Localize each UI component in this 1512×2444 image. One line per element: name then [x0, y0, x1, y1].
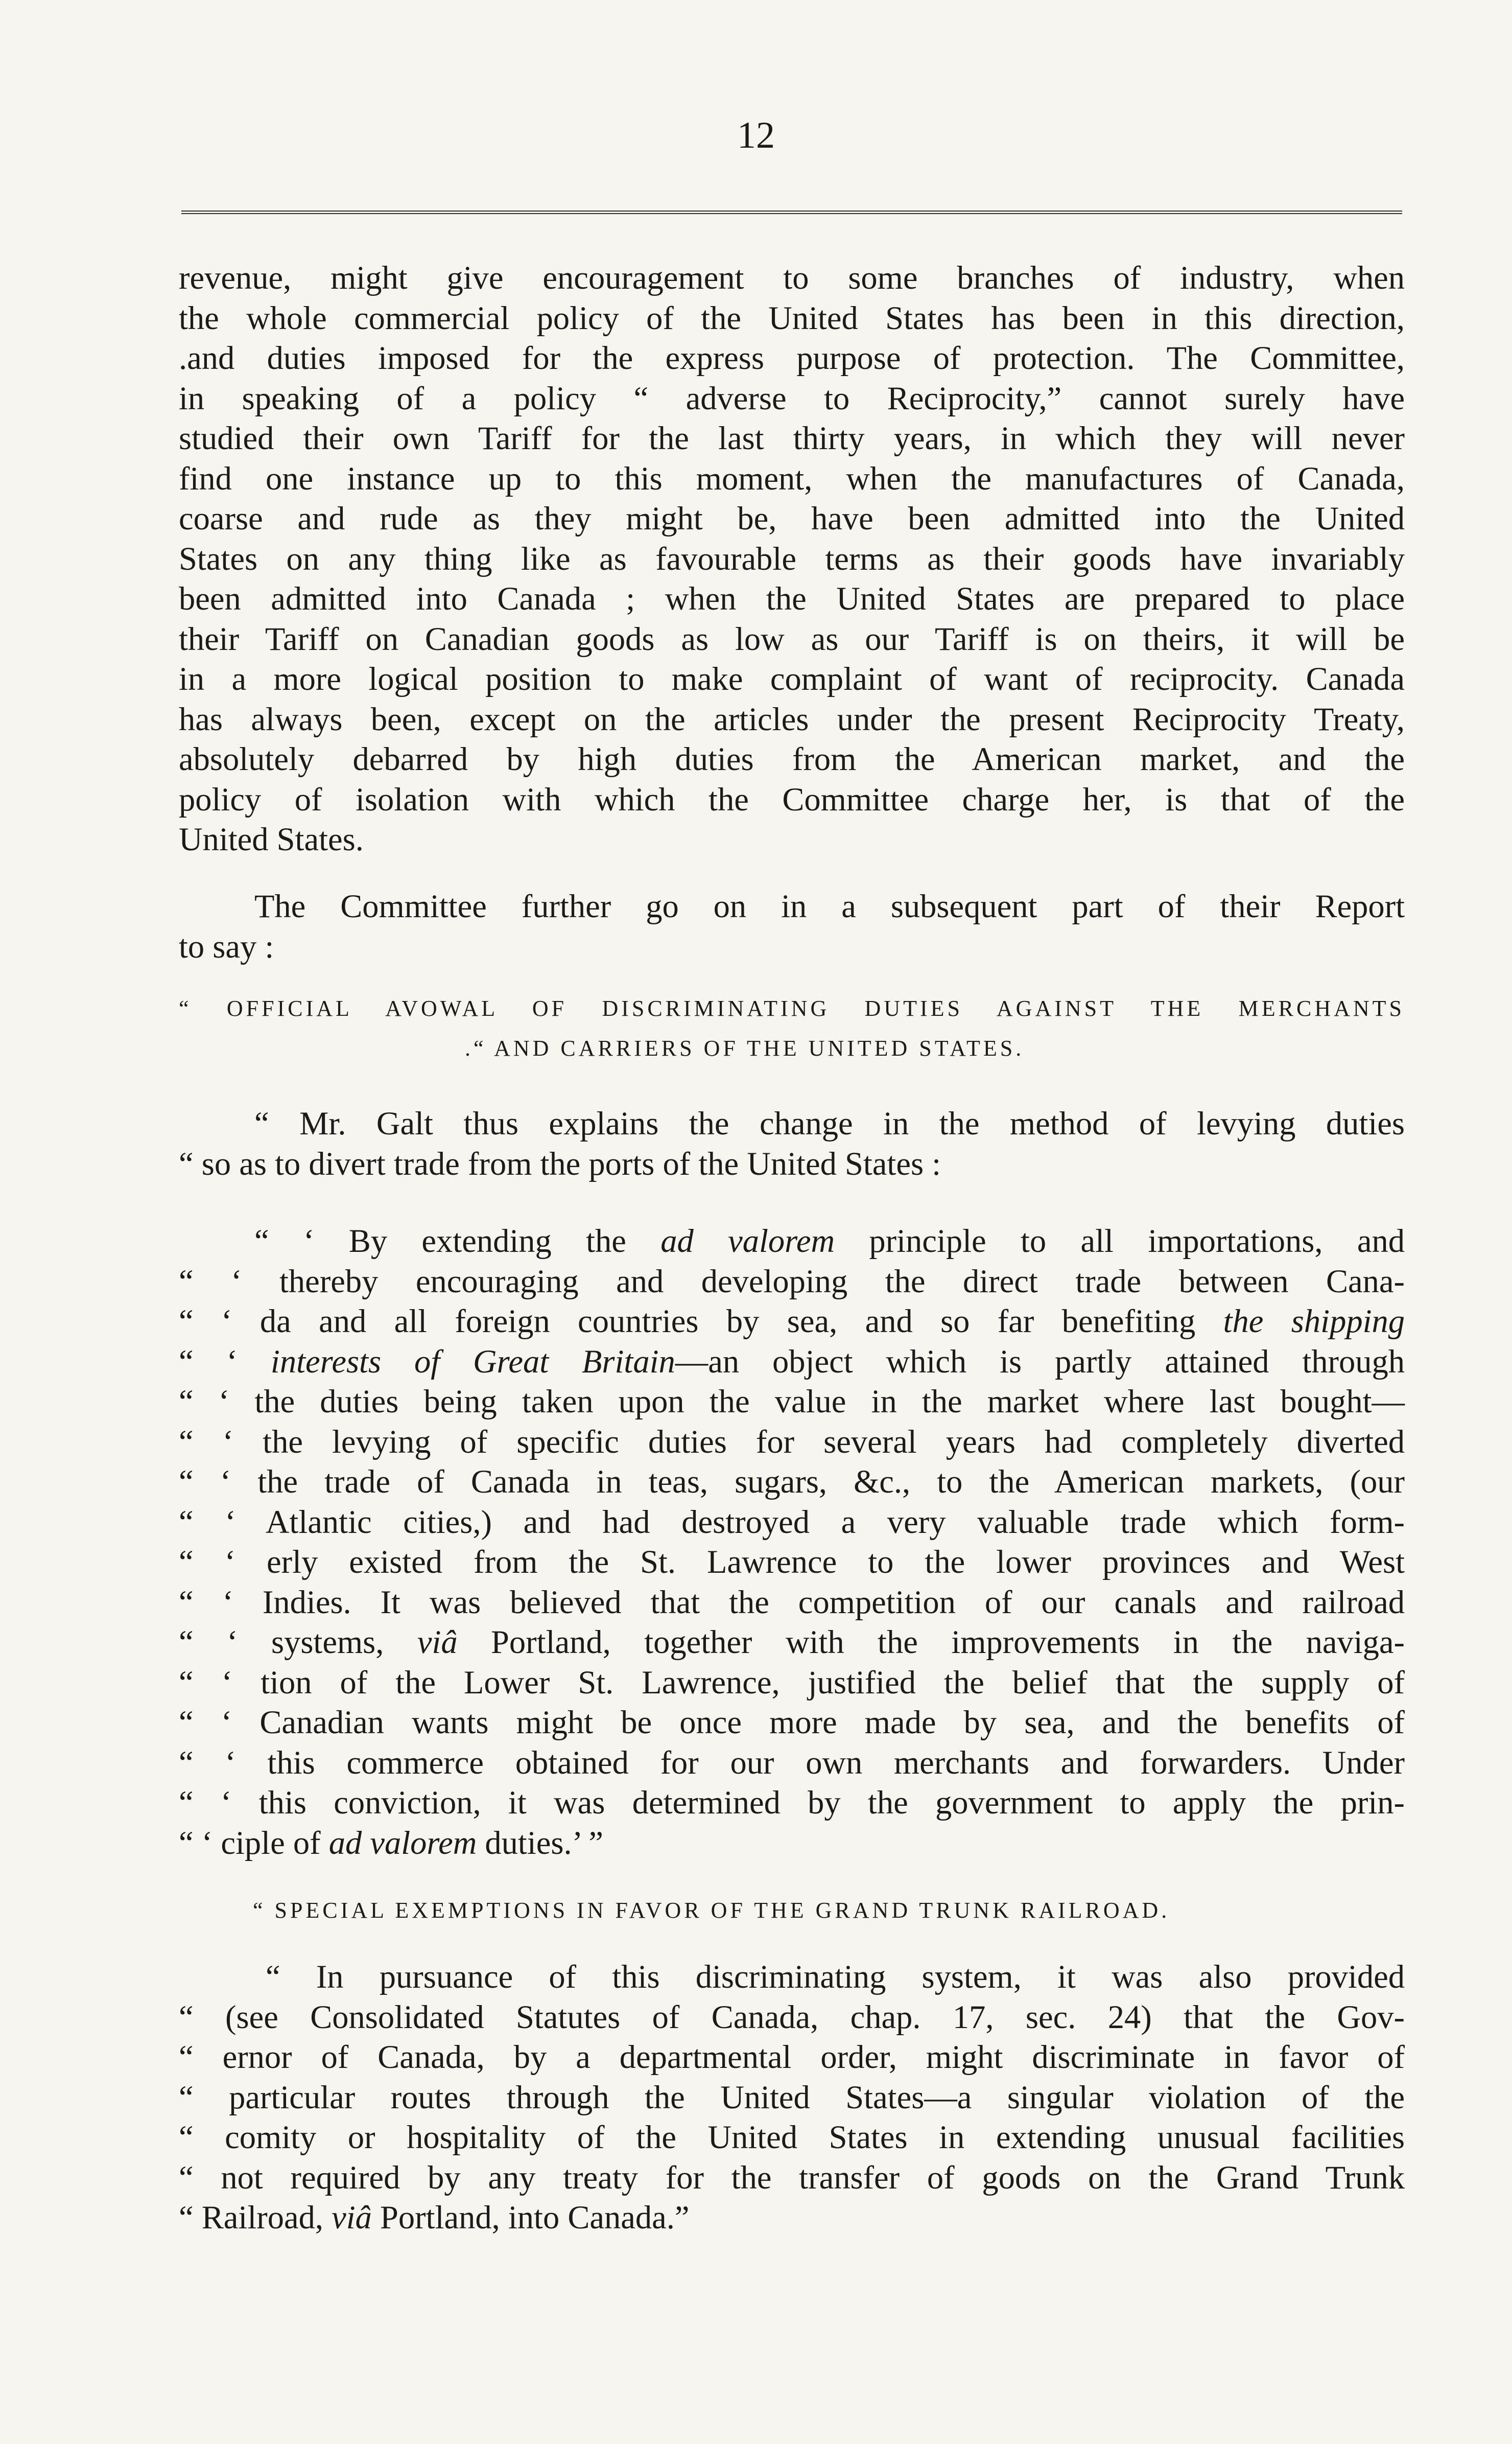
text-line: coarse and rude as they might be, have been admitted into the United: [179, 500, 1405, 537]
text-line: revenue, might give encouragement to some branches of industry, when: [179, 260, 1405, 296]
text-line: been admitted into Canada ; when the United States are prepared to place: [179, 580, 1405, 617]
text-line: in a more logical position to make complaint of want of reciprocity. Canada: [179, 661, 1405, 697]
text-line: “ ‘ erly existed from the St. Lawrence to the lower provinces and West: [179, 1544, 1405, 1580]
text-line: “ comity or hospitality of the United States in extending unusual facilities: [179, 2119, 1405, 2155]
text-line: “ ‘ ciple of ad valorem duties.’ ”: [179, 1824, 604, 1861]
text-line: in speaking of a policy “ adverse to Reciprocity,” cannot surely have: [179, 380, 1405, 416]
quotation-ad-valorem: [179, 1221, 1405, 1863]
text-line: States on any thing like as favourable terms as their goods have invariably: [179, 540, 1405, 577]
text-line: “ ‘ this commerce obtained for our own merchants and forwarders. Under: [179, 1744, 1405, 1781]
text-line: “ ernor of Canada, by a departmental order, might discriminate in favor of: [179, 2039, 1405, 2075]
text-line: “ not required by any treaty for the transfer of goods on the Grand Trunk: [179, 2159, 1405, 2196]
text-line: “ ‘ Atlantic cities,) and had destroyed a very valuable trade which form-: [179, 1503, 1405, 1540]
heading-line: “ OFFICIAL AVOWAL OF DISCRIMINATING DUTIES AGAINST THE MERCHANTS: [179, 996, 1405, 1021]
text-line: .and duties imposed for the express purpose of protection. The Committee,: [179, 340, 1405, 376]
page-number: 12: [737, 114, 775, 156]
text-line: absolutely debarred by high duties from the American market, and the: [179, 741, 1405, 777]
text-line: “ so as to divert trade from the ports of the United States :: [179, 1145, 941, 1182]
section-heading-discriminating-duties: [179, 989, 1405, 1068]
section-heading-grand-trunk: [179, 1891, 1405, 1930]
text-line: “ (see Consolidated Statutes of Canada, chap. 17, sec. 24) that the Gov-: [179, 1998, 1405, 2035]
paragraph-galt-explains: [179, 1104, 1405, 1184]
text-line: “ ‘ the levying of specific duties for several years had completely diverted: [179, 1423, 1405, 1460]
text-line: find one instance up to this moment, when the manufactures of Canada,: [179, 460, 1405, 497]
text-line: “ ‘ the duties being taken upon the value in the market where last bought—: [179, 1383, 1405, 1419]
paragraph-committee-report: [179, 887, 1405, 967]
text-line: the whole commercial policy of the United States has been in this direction,: [179, 299, 1405, 336]
text-line: “ ‘ this conviction, it was determined by the government to apply the prin-: [179, 1784, 1405, 1821]
text-line: “ In pursuance of this discriminating system, it was also provided: [266, 1959, 1405, 1995]
text-line: “ particular routes through the United States—a singular violation of the: [179, 2079, 1405, 2115]
text-line: United States.: [179, 821, 364, 857]
text-line: “ ‘ systems, viâ Portland, together with the improvements in the naviga-: [179, 1624, 1405, 1660]
text-line: “ Mr. Galt thus explains the change in the method of levying duties: [254, 1105, 1405, 1142]
text-line: “ ‘ the trade of Canada in teas, sugars, &c., to the American markets, (our: [179, 1463, 1405, 1500]
text-line: “ ‘ Canadian wants might be once more made by sea, and the benefits of: [179, 1704, 1405, 1740]
paragraph-grand-trunk: [179, 1957, 1405, 2238]
text-line: studied their own Tariff for the last thirty years, in which they will never: [179, 420, 1405, 456]
heading-line: “ SPECIAL EXEMPTIONS IN FAVOR OF THE GRAND TRUNK RAILROAD.: [253, 1898, 1170, 1923]
text-line: “ ‘ By extending the ad valorem principle to all importations, and: [254, 1223, 1405, 1259]
text-line: “ ‘ interests of Great Britain—an object which is partly attained through: [179, 1343, 1405, 1380]
text-line: has always been, except on the articles under the present Reciprocity Treaty,: [179, 701, 1405, 737]
text-line: “ ‘ tion of the Lower St. Lawrence, justified the belief that the supply of: [179, 1664, 1405, 1701]
text-line: “ ‘ da and all foreign countries by sea, and so far benefiting the shipping: [179, 1303, 1405, 1339]
paragraph-reciprocity: [179, 258, 1405, 860]
text-line: “ Railroad, viâ Portland, into Canada.”: [179, 2199, 690, 2236]
heading-line: .“ AND CARRIERS OF THE UNITED STATES.: [465, 1036, 1025, 1061]
text-line: “ ‘ thereby encouraging and developing the direct trade between Cana-: [179, 1263, 1405, 1299]
text-line: The Committee further go on in a subsequent part of their Report: [254, 888, 1405, 924]
text-line: “ ‘ Indies. It was believed that the competition of our canals and railroad: [179, 1584, 1405, 1620]
text-line: their Tariff on Canadian goods as low as our Tariff is on theirs, it will be: [179, 620, 1405, 657]
text-line: policy of isolation with which the Committee charge her, is that of the: [179, 781, 1405, 818]
header-rule: [181, 211, 1402, 214]
text-line: to say :: [179, 928, 274, 965]
